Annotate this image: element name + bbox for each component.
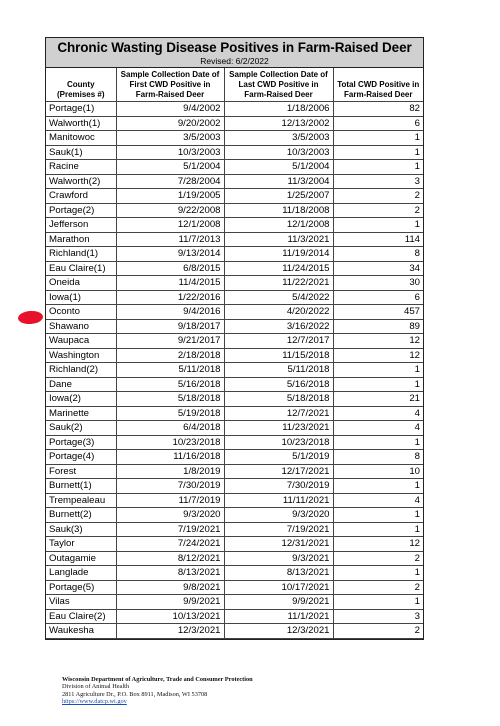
cell-county: Langlade xyxy=(46,566,116,581)
cell-total-positive: 1 xyxy=(333,479,423,494)
cell-total-positive: 1 xyxy=(333,522,423,537)
cell-total-positive: 114 xyxy=(333,232,423,247)
table-row xyxy=(46,464,423,479)
cell-first-positive: 5/18/2018 xyxy=(116,392,224,407)
table-row xyxy=(46,624,423,639)
table-row xyxy=(46,290,423,305)
table-row xyxy=(46,363,423,378)
table-row xyxy=(46,102,423,117)
cell-total-positive: 1 xyxy=(333,566,423,581)
cell-county: Waupaca xyxy=(46,334,116,349)
cell-county: Walworth(1) xyxy=(46,116,116,131)
table-row xyxy=(46,276,423,291)
cell-first-positive: 9/21/2017 xyxy=(116,334,224,349)
table-row xyxy=(46,479,423,494)
cell-county: Marinette xyxy=(46,406,116,421)
cell-county: Burnett(2) xyxy=(46,508,116,523)
table-row xyxy=(46,334,423,349)
table-row xyxy=(46,116,423,131)
cell-total-positive: 12 xyxy=(333,334,423,349)
cell-last-positive: 5/11/2018 xyxy=(224,363,333,378)
cell-county: Shawano xyxy=(46,319,116,334)
footer xyxy=(62,676,253,705)
cell-total-positive: 30 xyxy=(333,276,423,291)
table-row xyxy=(46,319,423,334)
cell-total-positive: 1 xyxy=(333,595,423,610)
cell-county: Trempealeau xyxy=(46,493,116,508)
table-row xyxy=(46,609,423,624)
cell-total-positive: 3 xyxy=(333,609,423,624)
table-body xyxy=(46,102,423,639)
cell-county: Walworth(2) xyxy=(46,174,116,189)
table-row xyxy=(46,232,423,247)
cell-first-positive: 9/8/2021 xyxy=(116,580,224,595)
cell-first-positive: 9/4/2016 xyxy=(116,305,224,320)
cell-first-positive: 11/4/2015 xyxy=(116,276,224,291)
cell-last-positive: 11/19/2014 xyxy=(224,247,333,262)
table-header-row xyxy=(46,68,423,102)
cell-county: Portage(4) xyxy=(46,450,116,465)
cell-total-positive: 3 xyxy=(333,174,423,189)
cell-total-positive: 8 xyxy=(333,247,423,262)
cell-last-positive: 12/7/2021 xyxy=(224,406,333,421)
cell-first-positive: 7/30/2019 xyxy=(116,479,224,494)
cell-total-positive: 6 xyxy=(333,290,423,305)
cell-last-positive: 11/11/2021 xyxy=(224,493,333,508)
cell-last-positive: 3/16/2022 xyxy=(224,319,333,334)
cell-county: Sauk(2) xyxy=(46,421,116,436)
cell-total-positive: 457 xyxy=(333,305,423,320)
cell-first-positive: 8/13/2021 xyxy=(116,566,224,581)
cell-total-positive: 1 xyxy=(333,131,423,146)
table-row xyxy=(46,406,423,421)
cell-county: Forest xyxy=(46,464,116,479)
footer-organization: Wisconsin Department of Agriculture, Trade and Consumer Protection xyxy=(62,676,253,683)
cell-county: Outagamie xyxy=(46,551,116,566)
cell-last-positive: 10/3/2003 xyxy=(224,145,333,160)
table-row xyxy=(46,493,423,508)
cell-first-positive: 9/4/2002 xyxy=(116,102,224,117)
cell-last-positive: 1/18/2006 xyxy=(224,102,333,117)
cell-last-positive: 12/17/2021 xyxy=(224,464,333,479)
table-row xyxy=(46,450,423,465)
cell-first-positive: 7/28/2004 xyxy=(116,174,224,189)
cell-county: Oneida xyxy=(46,276,116,291)
cell-last-positive: 11/3/2004 xyxy=(224,174,333,189)
cell-county: Waukesha xyxy=(46,624,116,639)
cell-total-positive: 2 xyxy=(333,203,423,218)
cwd-positives-table xyxy=(46,68,423,639)
cell-total-positive: 10 xyxy=(333,464,423,479)
cell-county: Eau Claire(2) xyxy=(46,609,116,624)
table-row xyxy=(46,551,423,566)
cell-total-positive: 1 xyxy=(333,508,423,523)
cell-first-positive: 9/18/2017 xyxy=(116,319,224,334)
red-highlight-marker xyxy=(18,310,44,325)
cell-first-positive: 6/4/2018 xyxy=(116,421,224,436)
cell-first-positive: 8/12/2021 xyxy=(116,551,224,566)
cell-first-positive: 11/7/2019 xyxy=(116,493,224,508)
cell-total-positive: 21 xyxy=(333,392,423,407)
cell-first-positive: 1/8/2019 xyxy=(116,464,224,479)
cell-last-positive: 12/13/2002 xyxy=(224,116,333,131)
table-row xyxy=(46,261,423,276)
cell-last-positive: 9/3/2020 xyxy=(224,508,333,523)
table-row xyxy=(46,595,423,610)
cell-county: Iowa(2) xyxy=(46,392,116,407)
cell-county: Dane xyxy=(46,377,116,392)
cell-last-positive: 5/16/2018 xyxy=(224,377,333,392)
footer-division: Division of Animal Health xyxy=(62,683,129,691)
cell-last-positive: 11/15/2018 xyxy=(224,348,333,363)
column-header-total-positive: Total CWD Positive in Farm-Raised Deer xyxy=(333,68,423,102)
cell-county: Burnett(1) xyxy=(46,479,116,494)
table-row xyxy=(46,537,423,552)
cell-county: Crawford xyxy=(46,189,116,204)
cell-first-positive: 1/22/2016 xyxy=(116,290,224,305)
cell-first-positive: 9/9/2021 xyxy=(116,595,224,610)
cell-county: Washington xyxy=(46,348,116,363)
cell-last-positive: 7/19/2021 xyxy=(224,522,333,537)
cell-total-positive: 2 xyxy=(333,551,423,566)
column-header-first-positive: Sample Collection Date of First CWD Positive in Farm-Raised Deer xyxy=(116,68,224,102)
cell-county: Eau Claire(1) xyxy=(46,261,116,276)
table-row xyxy=(46,203,423,218)
cell-first-positive: 5/16/2018 xyxy=(116,377,224,392)
cell-total-positive: 8 xyxy=(333,450,423,465)
table-row xyxy=(46,580,423,595)
cell-last-positive: 1/25/2007 xyxy=(224,189,333,204)
cell-total-positive: 1 xyxy=(333,363,423,378)
cell-first-positive: 11/7/2013 xyxy=(116,232,224,247)
table-row xyxy=(46,218,423,233)
cell-total-positive: 82 xyxy=(333,102,423,117)
cell-total-positive: 4 xyxy=(333,421,423,436)
cell-total-positive: 89 xyxy=(333,319,423,334)
cell-total-positive: 2 xyxy=(333,624,423,639)
cell-county: Racine xyxy=(46,160,116,175)
table-row xyxy=(46,421,423,436)
cell-last-positive: 11/18/2008 xyxy=(224,203,333,218)
cell-first-positive: 6/8/2015 xyxy=(116,261,224,276)
cell-county: Sauk(1) xyxy=(46,145,116,160)
cell-last-positive: 5/1/2004 xyxy=(224,160,333,175)
cell-last-positive: 5/4/2022 xyxy=(224,290,333,305)
table-row xyxy=(46,247,423,262)
cell-county: Manitowoc xyxy=(46,131,116,146)
cell-county: Marathon xyxy=(46,232,116,247)
document-title: Chronic Wasting Disease Positives in Farm-Raised Deer xyxy=(46,38,423,56)
cell-total-positive: 6 xyxy=(333,116,423,131)
cell-last-positive: 5/1/2019 xyxy=(224,450,333,465)
cell-total-positive: 12 xyxy=(333,537,423,552)
cell-first-positive: 9/20/2002 xyxy=(116,116,224,131)
table-row xyxy=(46,508,423,523)
cell-last-positive: 11/22/2021 xyxy=(224,276,333,291)
cell-county: Portage(2) xyxy=(46,203,116,218)
table-row xyxy=(46,145,423,160)
cell-first-positive: 2/18/2018 xyxy=(116,348,224,363)
cell-first-positive: 10/3/2003 xyxy=(116,145,224,160)
column-header-county: County (Premises #) xyxy=(46,68,116,102)
cell-last-positive: 7/30/2019 xyxy=(224,479,333,494)
column-header-last-positive: Sample Collection Date of Last CWD Positive in Farm-Raised Deer xyxy=(224,68,333,102)
cell-county: Vilas xyxy=(46,595,116,610)
cell-county: Iowa(1) xyxy=(46,290,116,305)
cell-first-positive: 5/11/2018 xyxy=(116,363,224,378)
table-row xyxy=(46,131,423,146)
cell-first-positive: 1/19/2005 xyxy=(116,189,224,204)
cell-total-positive: 1 xyxy=(333,435,423,450)
cell-last-positive: 10/23/2018 xyxy=(224,435,333,450)
revised-date: Revised: 6/2/2022 xyxy=(46,56,423,68)
cell-last-positive: 8/13/2021 xyxy=(224,566,333,581)
cell-total-positive: 2 xyxy=(333,580,423,595)
cell-total-positive: 4 xyxy=(333,493,423,508)
cell-county: Richland(1) xyxy=(46,247,116,262)
table-row xyxy=(46,377,423,392)
cell-first-positive: 7/24/2021 xyxy=(116,537,224,552)
table-row xyxy=(46,435,423,450)
cell-last-positive: 11/1/2021 xyxy=(224,609,333,624)
table-row xyxy=(46,174,423,189)
cell-first-positive: 7/19/2021 xyxy=(116,522,224,537)
cell-first-positive: 12/1/2008 xyxy=(116,218,224,233)
cell-first-positive: 11/16/2018 xyxy=(116,450,224,465)
cell-last-positive: 9/3/2021 xyxy=(224,551,333,566)
cell-total-positive: 4 xyxy=(333,406,423,421)
cell-county: Oconto xyxy=(46,305,116,320)
cell-first-positive: 9/3/2020 xyxy=(116,508,224,523)
cell-total-positive: 12 xyxy=(333,348,423,363)
cell-county: Portage(5) xyxy=(46,580,116,595)
cell-county: Richland(2) xyxy=(46,363,116,378)
cell-total-positive: 1 xyxy=(333,218,423,233)
cell-last-positive: 12/31/2021 xyxy=(224,537,333,552)
table-row xyxy=(46,305,423,320)
cell-last-positive: 3/5/2003 xyxy=(224,131,333,146)
cell-last-positive: 4/20/2022 xyxy=(224,305,333,320)
cell-total-positive: 34 xyxy=(333,261,423,276)
cell-first-positive: 5/19/2018 xyxy=(116,406,224,421)
cell-first-positive: 10/23/2018 xyxy=(116,435,224,450)
footer-address: 2811 Agriculture Dr., P.O. Box 8911, Madison, WI 53708 xyxy=(62,690,208,698)
cell-last-positive: 12/1/2008 xyxy=(224,218,333,233)
table-row xyxy=(46,566,423,581)
cell-county: Taylor xyxy=(46,537,116,552)
cell-last-positive: 12/7/2017 xyxy=(224,334,333,349)
cell-first-positive: 9/13/2014 xyxy=(116,247,224,262)
table-row xyxy=(46,392,423,407)
cell-county: Sauk(3) xyxy=(46,522,116,537)
cell-last-positive: 9/9/2021 xyxy=(224,595,333,610)
table-row xyxy=(46,189,423,204)
cell-last-positive: 5/18/2018 xyxy=(224,392,333,407)
cell-last-positive: 12/3/2021 xyxy=(224,624,333,639)
cell-last-positive: 11/23/2021 xyxy=(224,421,333,436)
cwd-table-sheet xyxy=(45,37,424,640)
cell-first-positive: 9/22/2008 xyxy=(116,203,224,218)
table-row xyxy=(46,160,423,175)
cell-total-positive: 1 xyxy=(333,160,423,175)
cell-county: Portage(3) xyxy=(46,435,116,450)
cell-last-positive: 10/17/2021 xyxy=(224,580,333,595)
cell-total-positive: 1 xyxy=(333,377,423,392)
cell-county: Portage(1) xyxy=(46,102,116,117)
cell-first-positive: 12/3/2021 xyxy=(116,624,224,639)
cell-first-positive: 5/1/2004 xyxy=(116,160,224,175)
cell-total-positive: 1 xyxy=(333,145,423,160)
cell-last-positive: 11/24/2015 xyxy=(224,261,333,276)
cell-county: Jefferson xyxy=(46,218,116,233)
cell-first-positive: 3/5/2003 xyxy=(116,131,224,146)
cell-total-positive: 2 xyxy=(333,189,423,204)
cell-last-positive: 11/3/2021 xyxy=(224,232,333,247)
footer-website-link[interactable]: https://www.datcp.wi.gov xyxy=(62,697,127,705)
table-row xyxy=(46,348,423,363)
table-row xyxy=(46,522,423,537)
cell-first-positive: 10/13/2021 xyxy=(116,609,224,624)
